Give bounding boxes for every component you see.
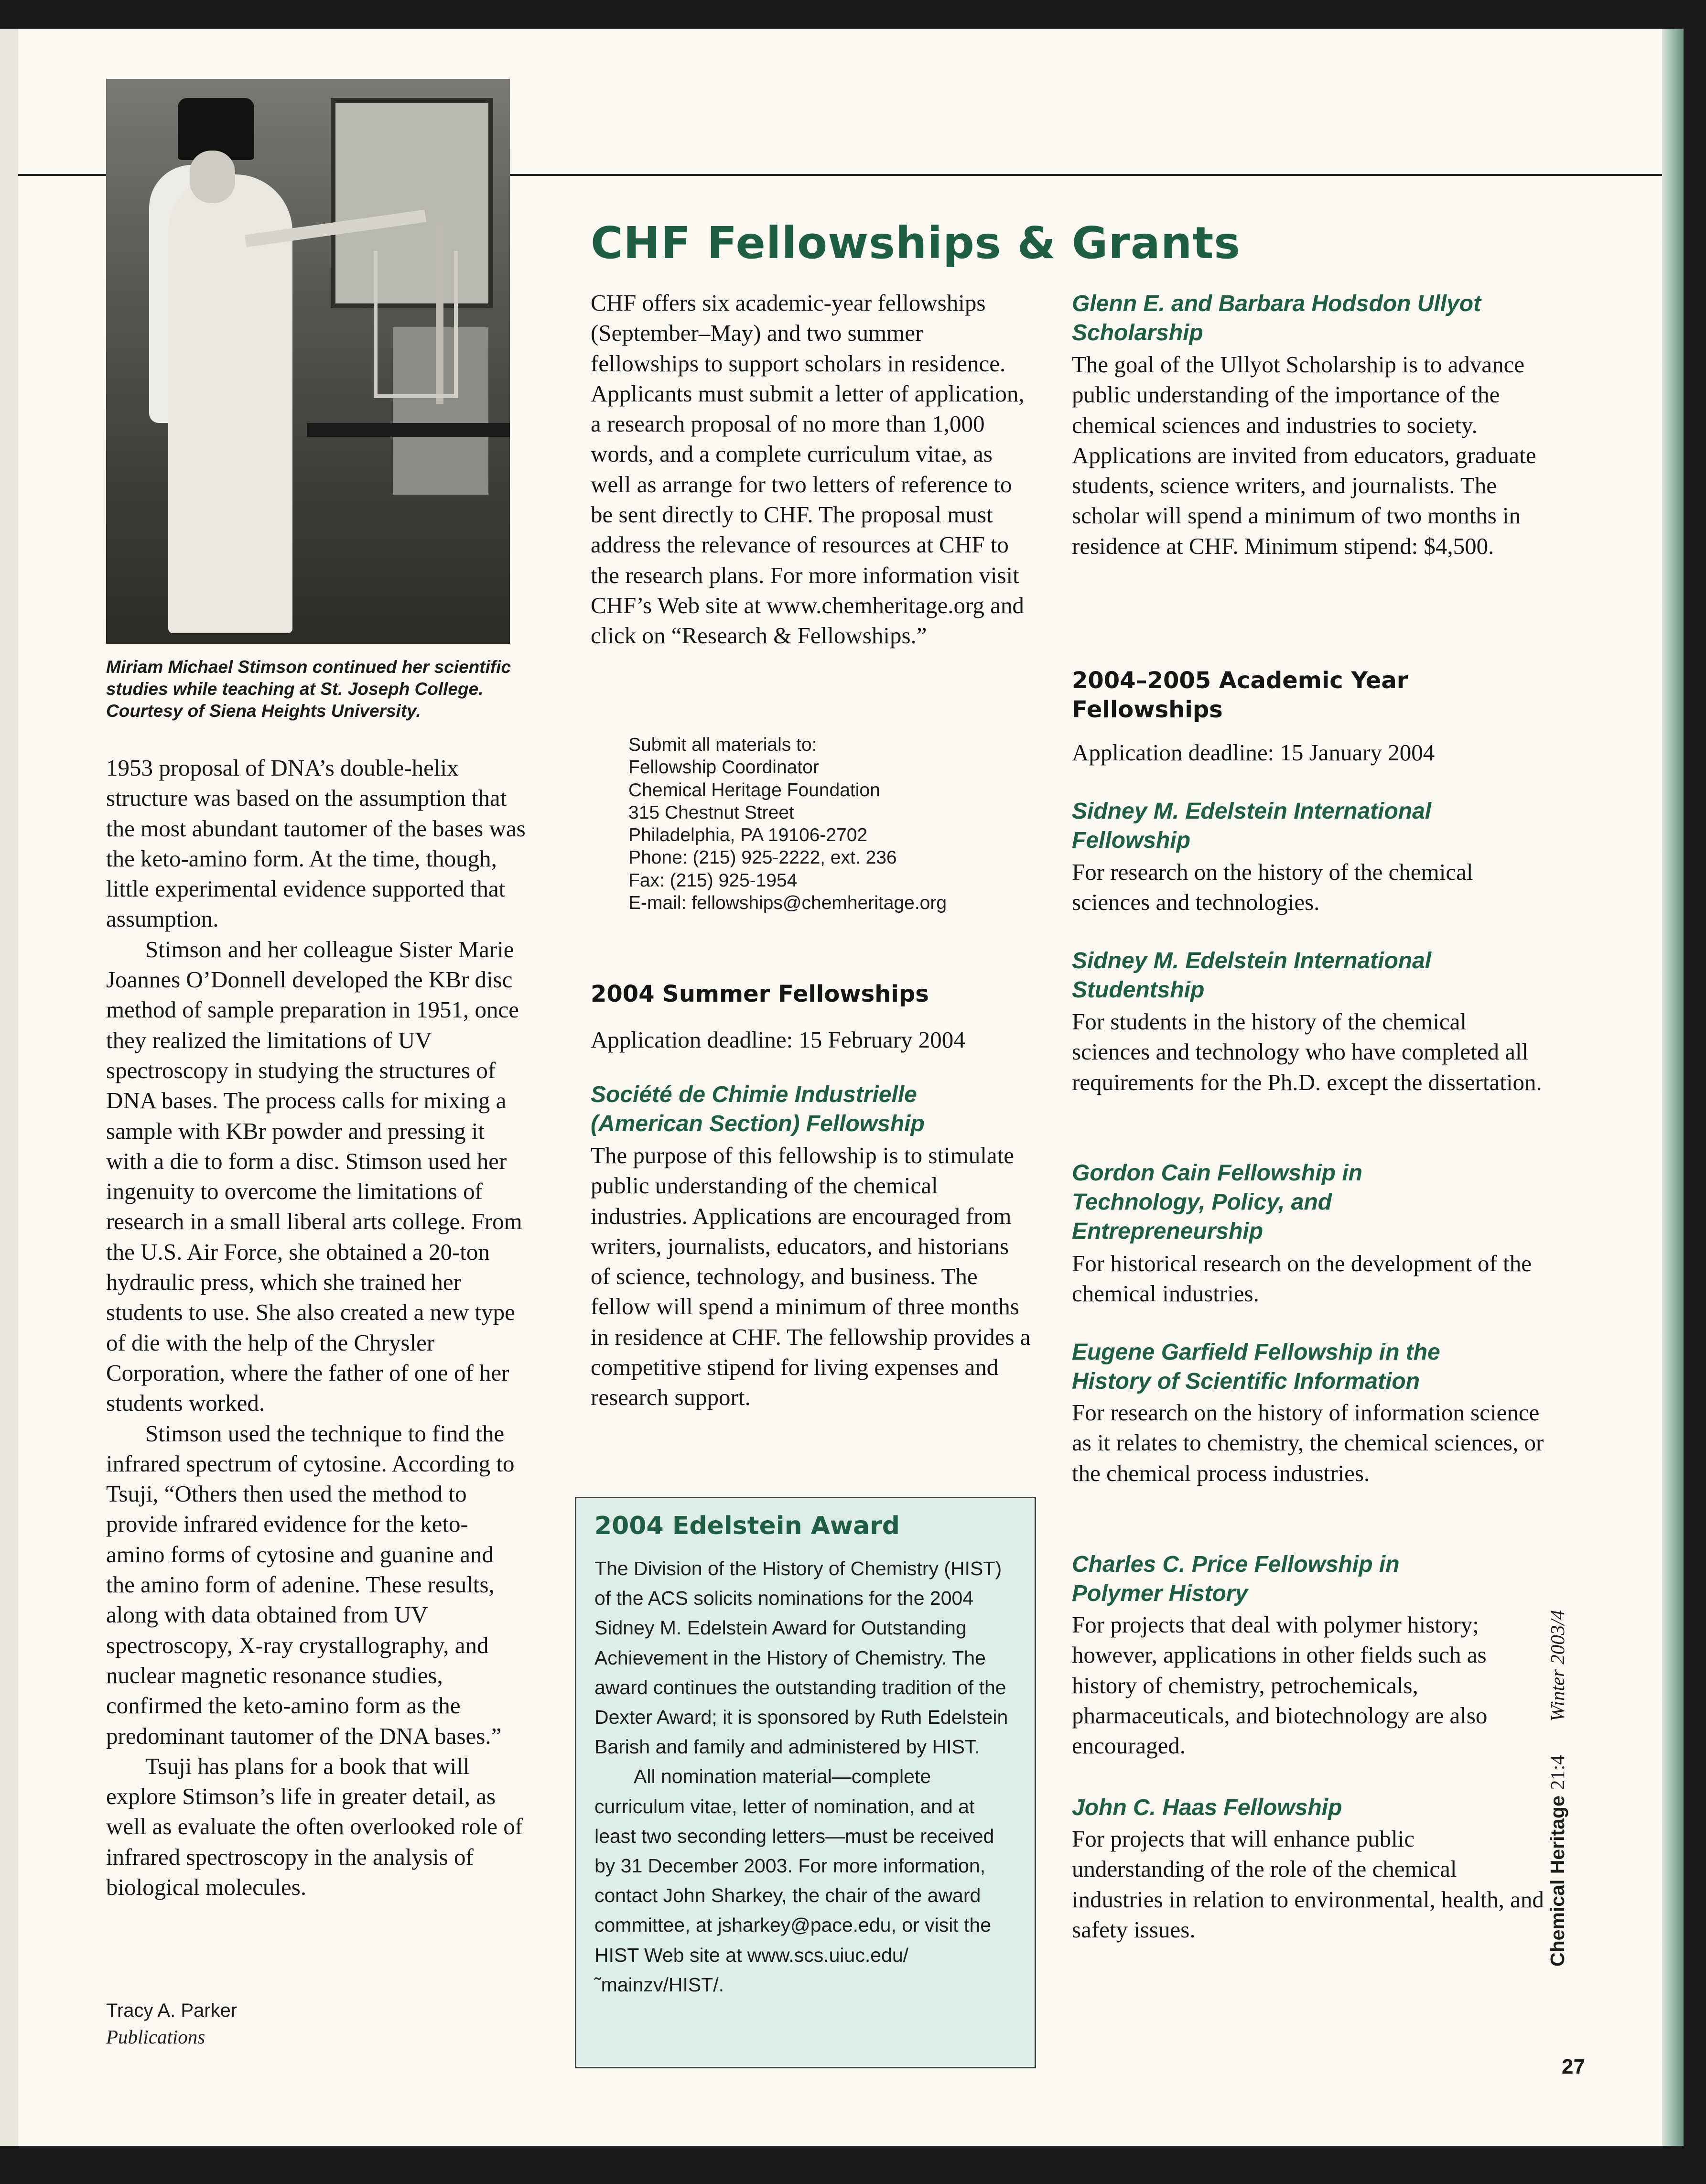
intro-paragraph: CHF offers six academic-year fellowships (September–May) and two summer fellowships to support scholars in residence. Applicants must submit a letter of application, a research proposal of no more than 1,000 words, and a complete curriculum vitae, as well as arrange for two letters of reference to be sent directly to CHF. The proposal must address the relevance of resources at CHF to the research plans. For more information visit CHF’s Web site at www.chemheritage.org and click on “Research & Fellowships.”: [591, 290, 1025, 649]
fellowship-title: Charles C. Price Fellowship in Polymer History: [1072, 1552, 1400, 1606]
magazine-name: Chemical Heritage: [1546, 1795, 1568, 1967]
scs-fellowship-title: Société de Chimie Industrielle (American Section) Fellowship: [591, 1082, 925, 1136]
photo-face: [190, 151, 235, 203]
address-line: Phone: (215) 925-2222, ext. 236: [628, 847, 897, 868]
academic-heading: 2004–2005 Academic Year Fellowships: [1072, 667, 1408, 723]
fellowship-text: For research on the history of information science as it relates to chemistry, the chemical sciences, or the chemical process industries.: [1072, 1399, 1544, 1486]
fellowship-title: Gordon Cain Fellowship in Technology, Policy, and Entrepreneurship: [1072, 1160, 1362, 1244]
author-name: Tracy A. Parker: [106, 2000, 238, 2021]
fellowship-title: Sidney M. Edelstein International Fellowship: [1072, 799, 1432, 853]
address-line: Submit all materials to:: [628, 735, 817, 755]
academic-deadline: Application deadline: 15 January 2004: [1072, 739, 1435, 766]
fellowship-title: Eugene Garfield Fellowship in the History of Scientific Information: [1072, 1340, 1440, 1394]
edelstein-award-box: [575, 1497, 1036, 2068]
fellowship-text: For historical research on the development of the chemical industries.: [1072, 1250, 1532, 1307]
fellowship-text: For projects that will enhance public understanding of the role of the chemical industries in relation to environmental, health, and safety issues.: [1072, 1826, 1544, 1943]
facing-page-edge: [0, 29, 20, 2146]
submission-address: [628, 734, 1035, 914]
address-line: 315 Chestnut Street: [628, 802, 794, 823]
photo-caption: Miriam Michael Stimson continued her scientific studies while teaching at St. Joseph College. Courtesy of Siena Heights University.: [106, 657, 511, 721]
fellowship-text: For research on the history of the chemical sciences and technologies.: [1072, 859, 1473, 916]
address-line: Fax: (215) 925-1954: [628, 870, 798, 891]
magazine-issue: Winter 2003/4: [1546, 1610, 1568, 1722]
magazine-volume: 21:4: [1546, 1755, 1568, 1790]
article-paragraph: 1953 proposal of DNA’s double-helix structure was based on the assumption that the most abundant tautomer of the bases was the keto-amino form. At the time, though, little experimental evidence supported that assumption.: [106, 755, 526, 932]
photo-lab-bench: [307, 423, 510, 437]
author-department: Publications: [106, 2026, 205, 2048]
fellowships-intro: [591, 288, 1030, 651]
header-rule: [507, 174, 1662, 176]
article-paragraph: Stimson and her colleague Sister Marie Joannes O’Donnell developed the KBr disc method of sample preparation in 1951, once they realized the limitations of UV spectroscopy in studying the structures of DNA bases. The process calls for mixing a sample with KBr powder and pressing it with a die to form a disc. Stimson used her ingenuity to overcome the limitations of research in a small liberal arts college. From the U.S. Air Force, she obtained a 20-ton hydraulic press, which she trained her students to use. She also created a new type of die with the help of the Chrysler Corporation, where the father of one of her students worked.: [106, 936, 522, 1416]
photo-apparatus: [374, 251, 458, 398]
award-title: 2004 Edelstein Award: [594, 1512, 900, 1540]
award-paragraph: The Division of the History of Chemistry (HIST) of the ACS solicits nominations for the 2004 Sidney M. Edelstein Award for Outstanding Achievement in the History of Chemistry. The award continues the outstanding tradition of the Dexter Award; it is sponsored by Ruth Edelstein Barish and family and administered by HIST.: [594, 1557, 1008, 1758]
fellowship-title: John C. Haas Fellowship: [1072, 1795, 1342, 1820]
award-paragraph: All nomination material—complete curriculum vitae, letter of nomination, and at least two seconding letters—must be received by 31 December 2003. For more information, contact John Sharkey, the chair of the award committee, at jsharkey@pace.edu, or visit the HIST Web site at www.scs.uiuc.edu/˜mainzv/HIST/.: [594, 1765, 994, 1996]
address-line: Philadelphia, PA 19106-2702: [628, 825, 868, 846]
stimson-photo: [106, 79, 510, 644]
scs-fellowship-text: The purpose of this fellowship is to stimulate public understanding of the chemical industries. Applications are encouraged from writers, journalists, educators, and historians of science, technology, and business. The fellow will spend a minimum of three months in residence at CHF. The fellowship provides a competitive stipend for living expenses and research support.: [591, 1142, 1031, 1411]
fellowship-title: Sidney M. Edelstein International Studentship: [1072, 948, 1432, 1003]
address-line: Chemical Heritage Foundation: [628, 779, 880, 800]
ullyot-text: The goal of the Ullyot Scholarship is to advance public understanding of the importance of the chemical sciences and industries to society. Applications are invited from educators, graduate students, science writers, and journalists. The scholar will spend a minimum of two months in residence at CHF. Minimum stipend: $4,500.: [1072, 351, 1536, 559]
page-number: 27: [1562, 2055, 1585, 2078]
address-line: Fellowship Coordinator: [628, 757, 819, 778]
header-rule-left: [18, 174, 111, 176]
article-paragraph: Stimson used the technique to find the infrared spectrum of cytosine. According to Tsuji, “Others then used the method to provide infrared evidence for the keto-amino forms of cytosine and guanine and the amino form of adenine. These results, along with data obtained from UV spectroscopy, X-ray crystallography, and nuclear magnetic resonance studies, confirmed the keto-amino form as the predominant tautomer of the DNA bases.”: [106, 1420, 515, 1749]
address-email[interactable]: E-mail: fellowships@chemheritage.org: [628, 893, 947, 914]
summer-heading: 2004 Summer Fellowships: [591, 981, 929, 1007]
article-paragraph: Tsuji has plans for a book that will explore Stimson’s life in greater detail, as well as evaluate the often overlooked role of infrared spectroscopy in the analysis of biological molecules.: [106, 1752, 523, 1900]
running-footer: [1546, 1536, 1598, 1967]
summer-deadline: Application deadline: 15 February 2004: [591, 1027, 965, 1053]
ullyot-title: Glenn E. and Barbara Hodsdon Ullyot Scholarship: [1072, 291, 1481, 346]
fellowship-text: For students in the history of the chemical sciences and technology who have completed all requirements for the Ph.D. except the dissertation.: [1072, 1008, 1542, 1095]
fellowship-text: For projects that deal with polymer history; however, applications in other fields such as history of chemistry, petrochemicals, pharmaceuticals, and biotechnology are also encouraged.: [1072, 1611, 1488, 1759]
page-edge-right: [1662, 29, 1684, 2146]
page-title: CHF Fellowships & Grants: [591, 217, 1241, 269]
article-column: [106, 753, 527, 1902]
